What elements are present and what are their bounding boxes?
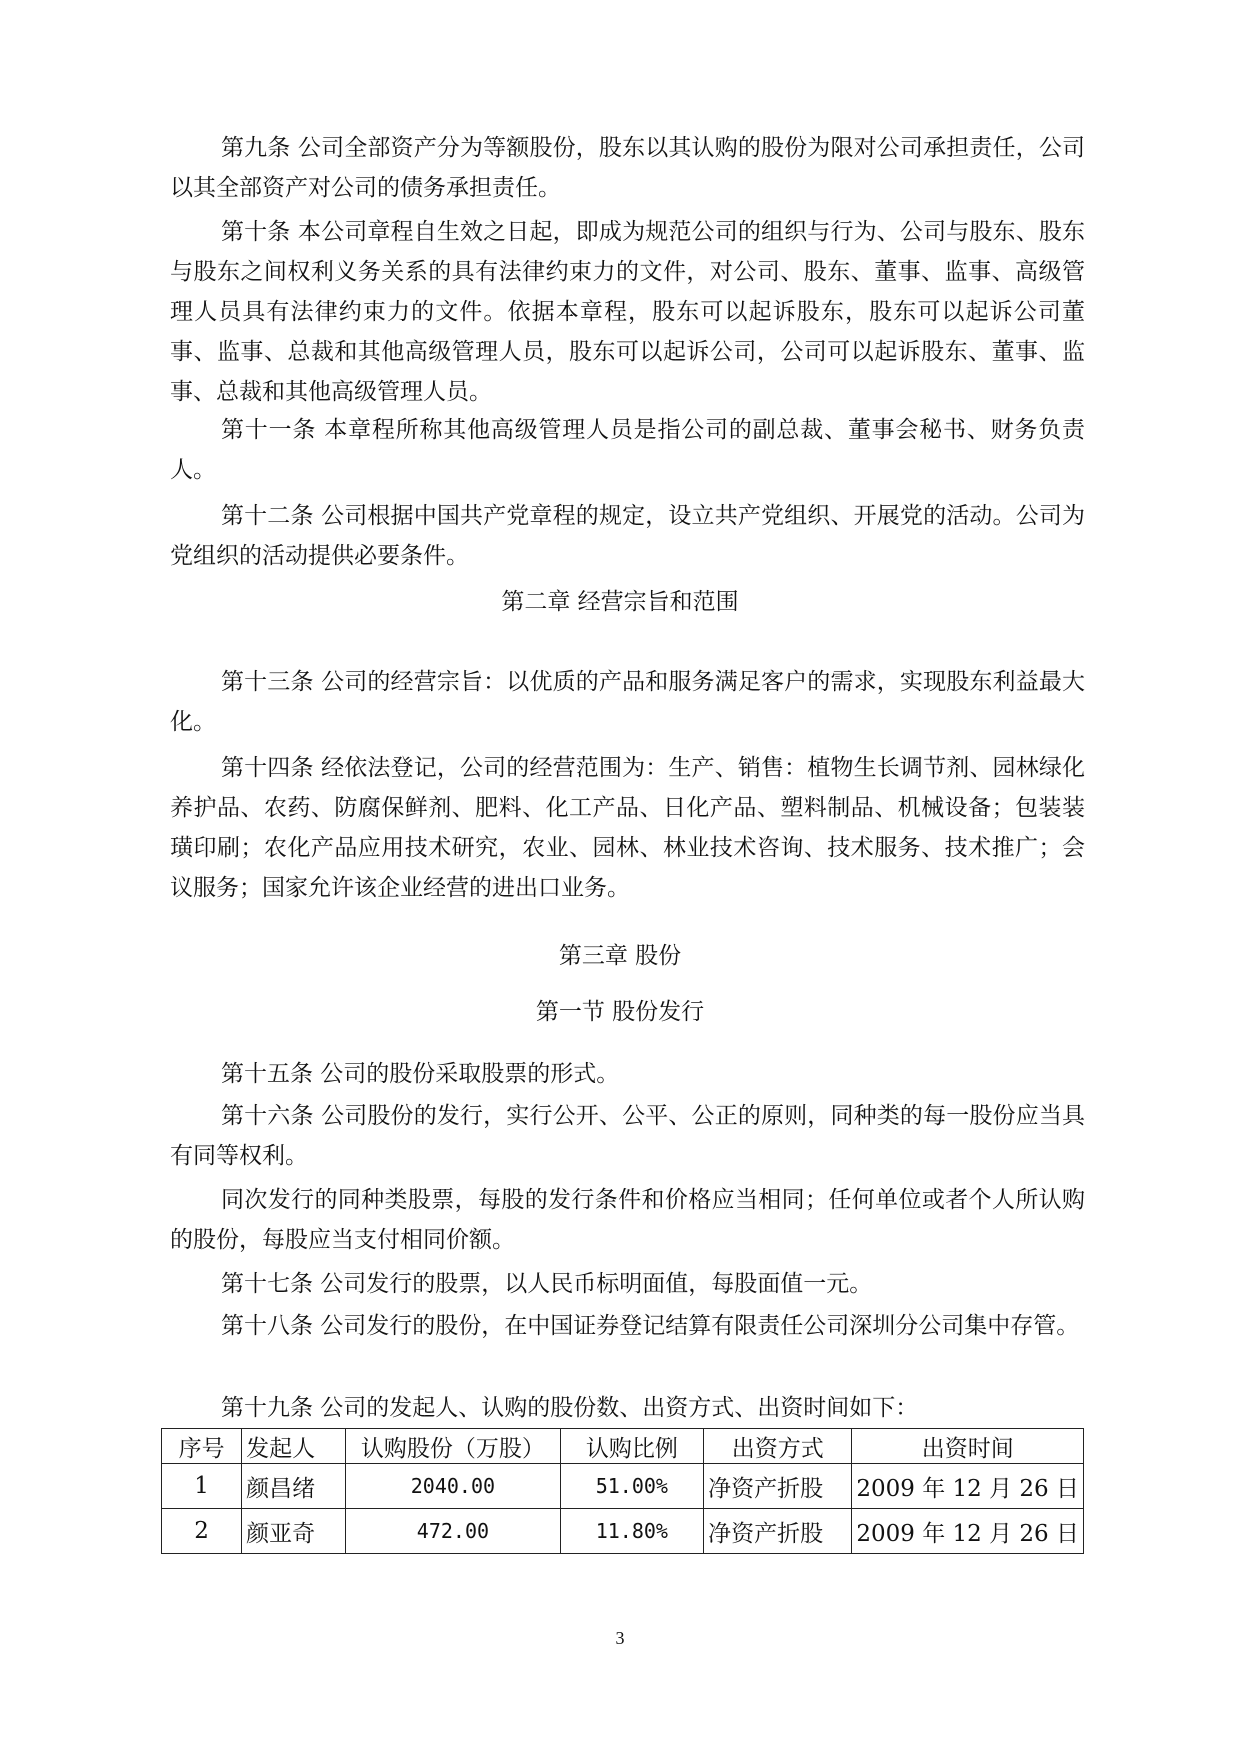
cell-method: 净资产折股: [704, 1464, 852, 1509]
header-promoter: 发起人: [242, 1429, 346, 1464]
header-method: 出资方式: [704, 1429, 852, 1464]
cell-seq: 2: [162, 1509, 242, 1554]
table-row: [162, 1464, 1084, 1509]
cell-date: 2009 年 12 月 26 日: [852, 1464, 1084, 1509]
article-19: 第十九条 公司的发起人、认购的股份数、出资方式、出资时间如下：: [221, 1395, 919, 1421]
table-header-row: [162, 1429, 1084, 1464]
article-10: 第十条 本公司章程自生效之日起，即成为规范公司的组织与行为、公司与股东、股东与股东之间权利义务关系的具有法律约束力的文件，对公司、股东、董事、监事、高级管理人员具有法律约束力的文件。依据本章程，股东可以起诉股东，股东可以起诉公司董事、监事、总裁和其他高级管理人员，股东可以起诉公司，公司可以起诉股东、董事、监事、总裁和其他高级管理人员。: [170, 219, 1085, 405]
cell-ratio: 11.80%: [560, 1509, 704, 1554]
cell-ratio: 51.00%: [560, 1464, 704, 1509]
article-17: 第十七条 公司发行的股票，以人民币标明面值，每股面值一元。: [221, 1271, 873, 1297]
chapter-3-heading: 第三章 股份: [558, 943, 682, 969]
header-ratio: 认购比例: [560, 1429, 704, 1464]
article-15: 第十五条 公司的股份采取股票的形式。: [221, 1061, 620, 1087]
table-row: [162, 1509, 1084, 1554]
article-18: 第十八条 公司发行的股份，在中国证券登记结算有限责任公司深圳分公司集中存管。: [221, 1313, 1080, 1339]
promoters-table: [161, 1428, 1084, 1554]
cell-date: 2009 年 12 月 26 日: [852, 1509, 1084, 1554]
article-14: 第十四条 经依法登记，公司的经营范围为：生产、销售：植物生长调节剂、园林绿化养护品、农药、防腐保鲜剂、肥料、化工产品、日化产品、塑料制品、机械设备；包装装璜印刷；农化产品应用技术研究，农业、园林、林业技术咨询、技术服务、技术推广；会议服务；国家允许该企业经营的进出口业务。: [170, 755, 1085, 901]
section-1-heading: 第一节 股份发行: [535, 999, 705, 1025]
article-12: 第十二条 公司根据中国共产党章程的规定，设立共产党组织、开展党的活动。公司为党组织的活动提供必要条件。: [170, 503, 1085, 569]
cell-shares: 2040.00: [346, 1464, 560, 1509]
article-11: 第十一条 本章程所称其他高级管理人员是指公司的副总裁、董事会秘书、财务负责人。: [170, 417, 1085, 483]
cell-seq: 1: [162, 1464, 242, 1509]
article-13: 第十三条 公司的经营宗旨：以优质的产品和服务满足客户的需求，实现股东利益最大化。: [170, 669, 1085, 735]
cell-method: 净资产折股: [704, 1509, 852, 1554]
page-number: 3: [615, 1628, 625, 1648]
article-9: 第九条 公司全部资产分为等额股份，股东以其认购的股份为限对公司承担责任，公司以其全部资产对公司的债务承担责任。: [170, 135, 1085, 201]
cell-promoter: 颜亚奇: [242, 1509, 346, 1554]
header-seq: 序号: [162, 1429, 242, 1464]
header-date: 出资时间: [852, 1429, 1084, 1464]
cell-promoter: 颜昌绪: [242, 1464, 346, 1509]
header-shares: 认购股份（万股）: [346, 1429, 560, 1464]
chapter-2-heading: 第二章 经营宗旨和范围: [501, 589, 739, 615]
article-16: 第十六条 公司股份的发行，实行公开、公平、公正的原则，同种类的每一股份应当具有同等权利。: [170, 1103, 1085, 1169]
cell-shares: 472.00: [346, 1509, 560, 1554]
article-16-continued: 同次发行的同种类股票，每股的发行条件和价格应当相同；任何单位或者个人所认购的股份，每股应当支付相同价额。: [170, 1187, 1085, 1253]
